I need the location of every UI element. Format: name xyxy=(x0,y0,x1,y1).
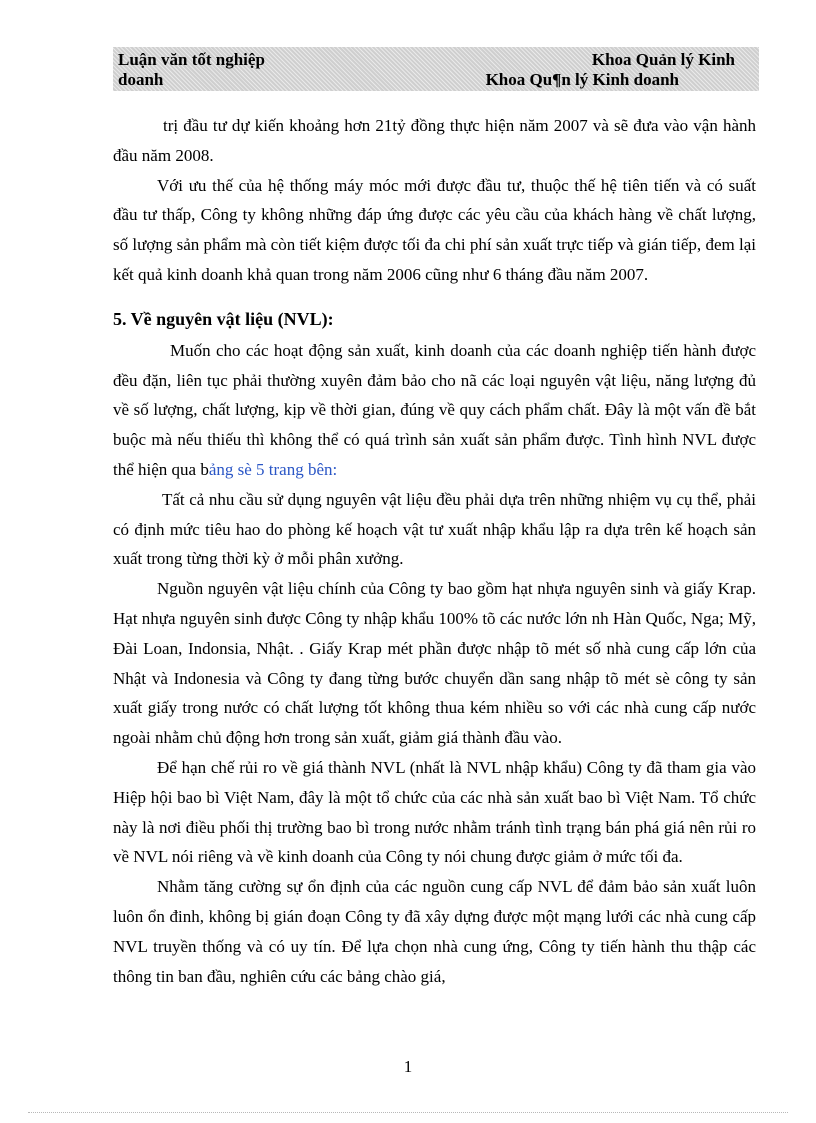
paragraph-material-needs: Tất cả nhu cầu sử dụng nguyên vật liệu đều phải dựa trên những nhiệm vụ cụ thể, phải có định mức tiêu hao do phòng kế hoạch vật tư xuất nhập khẩu lập ra dựa trên kế hoạch sản xuất trong từng thời kỳ ở mỗi phân xưởng. xyxy=(113,489,756,569)
section-heading-raw-materials: 5. Về nguyên vật liệu (NVL): xyxy=(113,308,334,329)
page-number: 1 xyxy=(403,1057,413,1076)
paragraph-raw-material-supply-text: Muốn cho các hoạt động sản xuất, kinh doanh của các doanh nghiệp tiến hành được đều đặn, liên tục phải thường xuyên đảm bảo cho nã các loại nguyên vật liệu, năng lượng đủ về số lượng, chất lượng, kịp về thời gian, đúng về quy cách phẩm chất. Đây là một vấn đề bắt buộc mà nếu thiếu thì không thể có quá trình sản xuất sản phẩm được. Tình hình NVL được thể hiện qua b xyxy=(113,340,756,479)
paragraph-price-risk: Để hạn chế rủi ro về giá thành NVL (nhất là NVL nhập khẩu) Công ty đã tham gia vào Hiệp hội bao bì Việt Nam, đây là một tổ chức của các nhà sản xuất bao bì Việt Nam. Tổ chức này là nơi điều phối thị trường bao bì trong nước nhằm tránh tình trạng bán phá giá nên rủi ro về NVL nói riêng và về kinh doanh của Công ty nói chung được giảm ở mức tối đa. xyxy=(113,757,756,867)
running-header xyxy=(113,47,759,91)
document-body xyxy=(113,111,756,991)
header-left-line-2: doanh xyxy=(118,70,164,89)
header-right-line-1: Khoa Quản lý Kinh xyxy=(591,50,735,69)
header-left-line-1: Luận văn tốt nghiệp xyxy=(118,50,265,69)
paragraph-machinery-advantage: Với ưu thế của hệ thống máy móc mới được đầu tư, thuộc thế hệ tiên tiến và có suất đầu tư thấp, Công ty không những đáp ứng được các yêu cầu của khách hàng về chất lượng, số lượng sản phẩm mà còn tiết kiệm được tối đa chi phí sản xuất trực tiếp và gián tiếp, đem lại kết quả kinh doanh khả quan trong năm 2006 cũng như 6 tháng đầu năm 2007. xyxy=(113,175,756,284)
paragraph-raw-material-supply xyxy=(113,336,756,485)
table-5-reference-link[interactable]: ảng sè 5 trang bên: xyxy=(208,459,338,479)
paragraph-investment-value: trị đầu tư dự kiến khoảng hơn 21tỷ đồng thực hiện năm 2007 và sẽ đưa vào vận hành đầu năm 2008. xyxy=(113,116,756,165)
paragraph-material-sources: Nguồn nguyên vật liệu chính của Công ty bao gồm hạt nhựa nguyên sinh và giấy Krap. Hạt nhựa nguyên sinh được Công ty nhập khẩu 100% tõ các nước lớn nh Hàn Quốc, Nga; Mỹ, Đài Loan, Indonsia, Nhật. . Giấy Krap mét phần được nhập tõ mét số nhà cung cấp lớn của Nhật và Indonesia và Công ty đang từng bước chuyển dần sang nhập tõ mét sè công ty sản xuất giấy trong nước có chất lượng tốt không thua kém nhiều so với các nhà cung cấp nước ngoài nhằm chủ động hơn trong sản xuất, giảm giá thành đầu vào. xyxy=(113,579,756,748)
page-bottom-divider xyxy=(28,1112,788,1113)
paragraph-supplier-network: Nhằm tăng cường sự ổn định của các nguồn cung cấp NVL để đảm bảo sản xuất luôn luôn ổn đinh, không bị gián đoạn Công ty đã xây dựng được một mạng lưới các nhà cung cấp NVL truyền thống và có uy tín. Để lựa chọn nhà cung ứng, Công ty tiến hành thu thập các thông tin ban đầu, nghiên cứu các bảng chào giá, xyxy=(113,877,756,986)
header-right-line-2: Khoa Qu¶n lý Kinh doanh xyxy=(485,70,679,89)
